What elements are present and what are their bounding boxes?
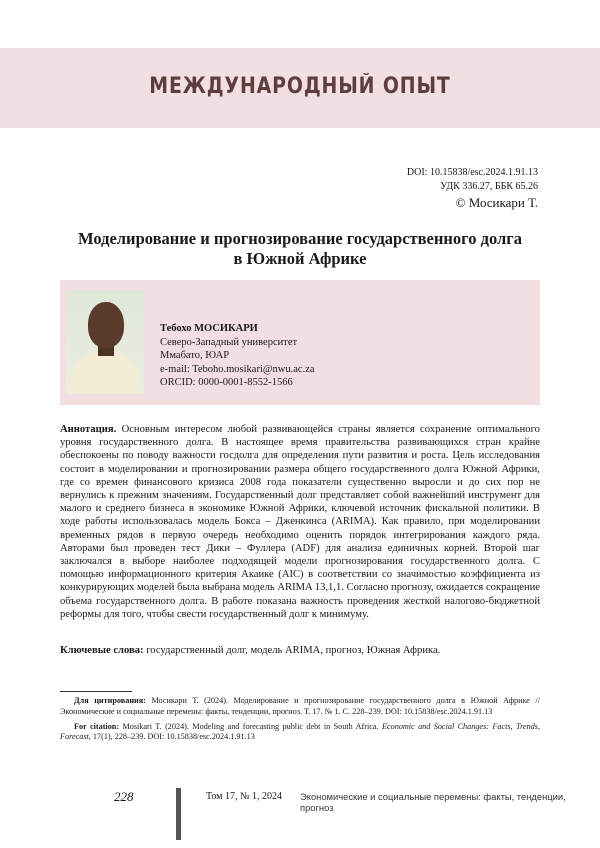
citation-en: [60, 722, 540, 744]
footnote-divider: [60, 691, 132, 692]
footer-divider: [176, 788, 181, 840]
footnotes: [60, 696, 540, 747]
doi[interactable]: DOI: 10.15838/esc.2024.1.91.13: [406, 167, 538, 178]
author-name: Тебохо МОСИКАРИ: [160, 323, 258, 334]
author-email[interactable]: e-mail: Teboho.mosikari@nwu.ac.za: [160, 363, 315, 375]
udk: УДК 336.27, ББК 65.26: [440, 181, 538, 192]
title-line-1: Моделирование и прогнозирование государственного долга: [78, 229, 522, 248]
citation-ru-label: Для цитирования:: [74, 696, 146, 705]
article-meta: [407, 166, 538, 210]
citation-en-text: Mosikari T. (2024). Modeling and forecasting public debt in South Africa.: [122, 721, 379, 731]
abstract-text: Основным интересом любой развивающейся страны является сохранение оптимального уровня государственного долга. В настоящее время правительства развивающихся стран крайне обеспокоены по поводу важности госдолга для определения пути развития и роста. Цель исследования состоит в моделировании и прогнозировании размера общего государственного долга Южной Африки, где со времен финансового кризиса 2008 года показатели существенно выросли и до сих пор не вернулись к прежним значениям. Государственный долг представляет собой важнейший инструмент для малого и среднего бизнеса в экономике Южной Африки, ключевой источник фискальной политики. В ходе работы использовалась модель Бокса – Дженкинса (ARIMA). Как правило, при моделировании временных рядов в первую очередь необходимо оценить порядок интегрирования каждого ряда. Авторами был проведен тест Дики – Фуллера (ADF) для анализа единичных корней. Второй шаг заключался в выборе наиболее подходящей модели прогнозирования государственного долга. С помощью информационного критерия Акаике (AIC) в соответствии со значимостью коэффициента из конкурирующих моделей была выбрана модель ARIMA 13,1,1. Согласно прогнозу, ожидается сокращение объема государственного долга. В работе показана важность проведения жесткой налогово-бюджетной реформы для того, чтобы свести государственный долг к минимуму.: [60, 424, 540, 620]
page-number: 228: [114, 789, 134, 804]
author-box: [60, 280, 540, 405]
citation-ru: [60, 696, 540, 718]
footer-journal: Экономические и социальные перемены: факты, тенденции, прогноз: [300, 791, 566, 813]
keywords-label: Ключевые слова:: [60, 645, 144, 656]
abstract-label: Аннотация.: [60, 424, 117, 435]
author-photo: [66, 290, 144, 394]
author-affiliation: Северо-Западный университет: [160, 336, 298, 348]
keywords: [60, 644, 540, 657]
page-footer: [0, 780, 600, 820]
section-title: МЕЖДУНАРОДНЫЙ ОПЫТ: [149, 74, 451, 99]
citation-en-journal: Economic and Social Changes: Facts, Trends, Forecast,: [60, 721, 541, 742]
title-line-2: в Южной Африке: [233, 249, 367, 268]
author-info: [160, 322, 315, 390]
citation-en-tail: 17(1), 228–239. DOI: 10.15838/esc.2024.1.91.13: [92, 732, 255, 742]
author-city: Ммабато, ЮАР: [160, 350, 230, 361]
abstract: [60, 423, 540, 621]
citation-en-label: For citation:: [74, 721, 120, 731]
author-orcid[interactable]: ORCID: 0000-0001-8552-1566: [160, 377, 293, 388]
article-title: [60, 229, 540, 269]
section-banner: [0, 48, 600, 128]
copyright: © Мосикари Т.: [455, 195, 538, 210]
footer-issue: Том 17, № 1, 2024: [206, 791, 283, 802]
keywords-text: государственный долг, модель ARIMA, прогноз, Южная Африка.: [146, 645, 441, 656]
citation-ru-text: Мосикари Т. (2024). Моделирование и прогнозирование государственного долга в Южной Африке // Экономические и социальные перемены: факты, тенденции, прогноз. Т. 17. № 1. С. 228–239. DOI: 10.15838/esc.2024.1.91.13: [60, 696, 541, 716]
